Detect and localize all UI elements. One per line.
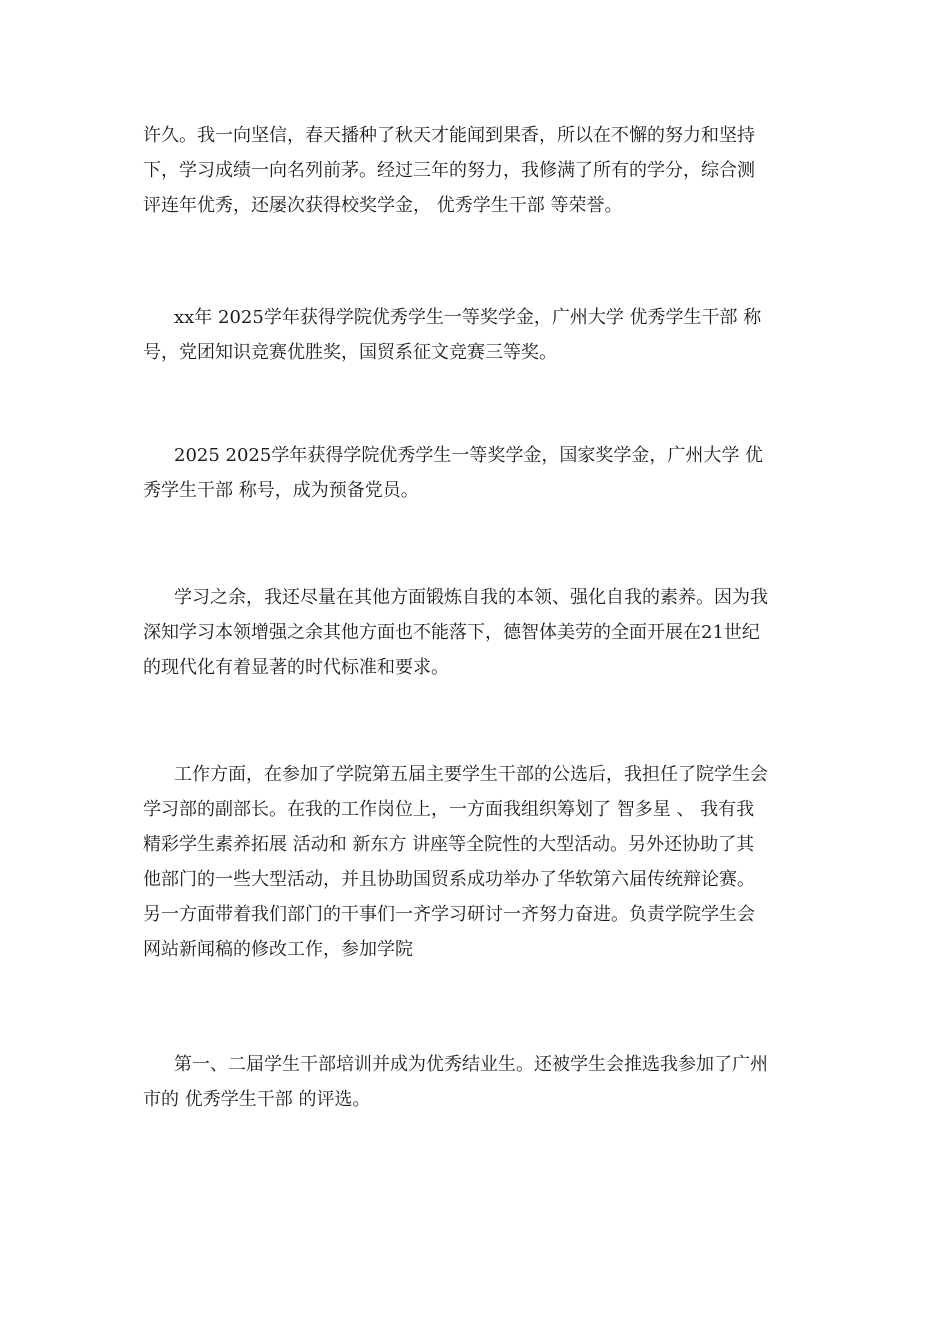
paragraph-cadre-training bbox=[143, 1047, 808, 1117]
paragraph-line: 学习部的副部长。在我的工作岗位上，一方面我组织筹划了 智多星 、 我有我 bbox=[143, 799, 755, 820]
paragraph-line: 第一、二届学生干部培训并成为优秀结业生。还被学生会推选我参加了广州 bbox=[174, 1054, 768, 1075]
paragraph-year-two-awards bbox=[143, 438, 808, 508]
paragraph-line: 号，党团知识竞赛优胜奖，国贸系征文竞赛三等奖。 bbox=[143, 342, 557, 363]
paragraph-line: 市的 优秀学生干部 的评选。 bbox=[143, 1089, 371, 1110]
paragraph-honors-summary bbox=[143, 118, 808, 223]
paragraph-line: 网站新闻稿的修改工作，参加学院 bbox=[143, 939, 413, 960]
paragraph-line: 2025 2025学年获得学院优秀学生一等奖学金，国家奖学金，广州大学 优 bbox=[174, 445, 764, 466]
paragraph-line: 工作方面，在参加了学院第五届主要学生干部的公选后，我担任了院学生会 bbox=[174, 764, 768, 785]
paragraph-line: 的现代化有着显著的时代标准和要求。 bbox=[143, 657, 449, 678]
paragraph-work-experience bbox=[143, 757, 808, 967]
paragraph-line: 许久。我一向坚信，春天播种了秋天才能闻到果香，所以在不懈的努力和坚持 bbox=[143, 125, 755, 146]
paragraph-year-one-awards bbox=[143, 300, 808, 370]
paragraph-line: 秀学生干部 称号，成为预备党员。 bbox=[143, 480, 419, 501]
paragraph-line: 他部门的一些大型活动，并且协助国贸系成功举办了华软第六届传统辩论赛。 bbox=[143, 869, 755, 890]
paragraph-line: xx年 2025学年获得学院优秀学生一等奖学金，广州大学 优秀学生干部 称 bbox=[174, 307, 762, 328]
paragraph-line: 深知学习本领增强之余其他方面也不能落下，德智体美劳的全面开展在21世纪 bbox=[143, 622, 760, 643]
paragraph-line: 下，学习成绩一向名列前茅。经过三年的努力，我修满了所有的学分，综合测 bbox=[143, 160, 755, 181]
paragraph-line: 学习之余，我还尽量在其他方面锻炼自我的本领、强化自我的素养。因为我 bbox=[174, 587, 768, 608]
paragraph-self-improvement bbox=[143, 580, 808, 685]
paragraph-line: 另一方面带着我们部门的干事们一齐学习研讨一齐努力奋进。负责学院学生会 bbox=[143, 904, 755, 925]
paragraph-line: 精彩学生素养拓展 活动和 新东方 讲座等全院性的大型活动。另外还协助了其 bbox=[143, 834, 755, 855]
paragraph-line: 评连年优秀，还屡次获得校奖学金， 优秀学生干部 等荣誉。 bbox=[143, 195, 623, 216]
